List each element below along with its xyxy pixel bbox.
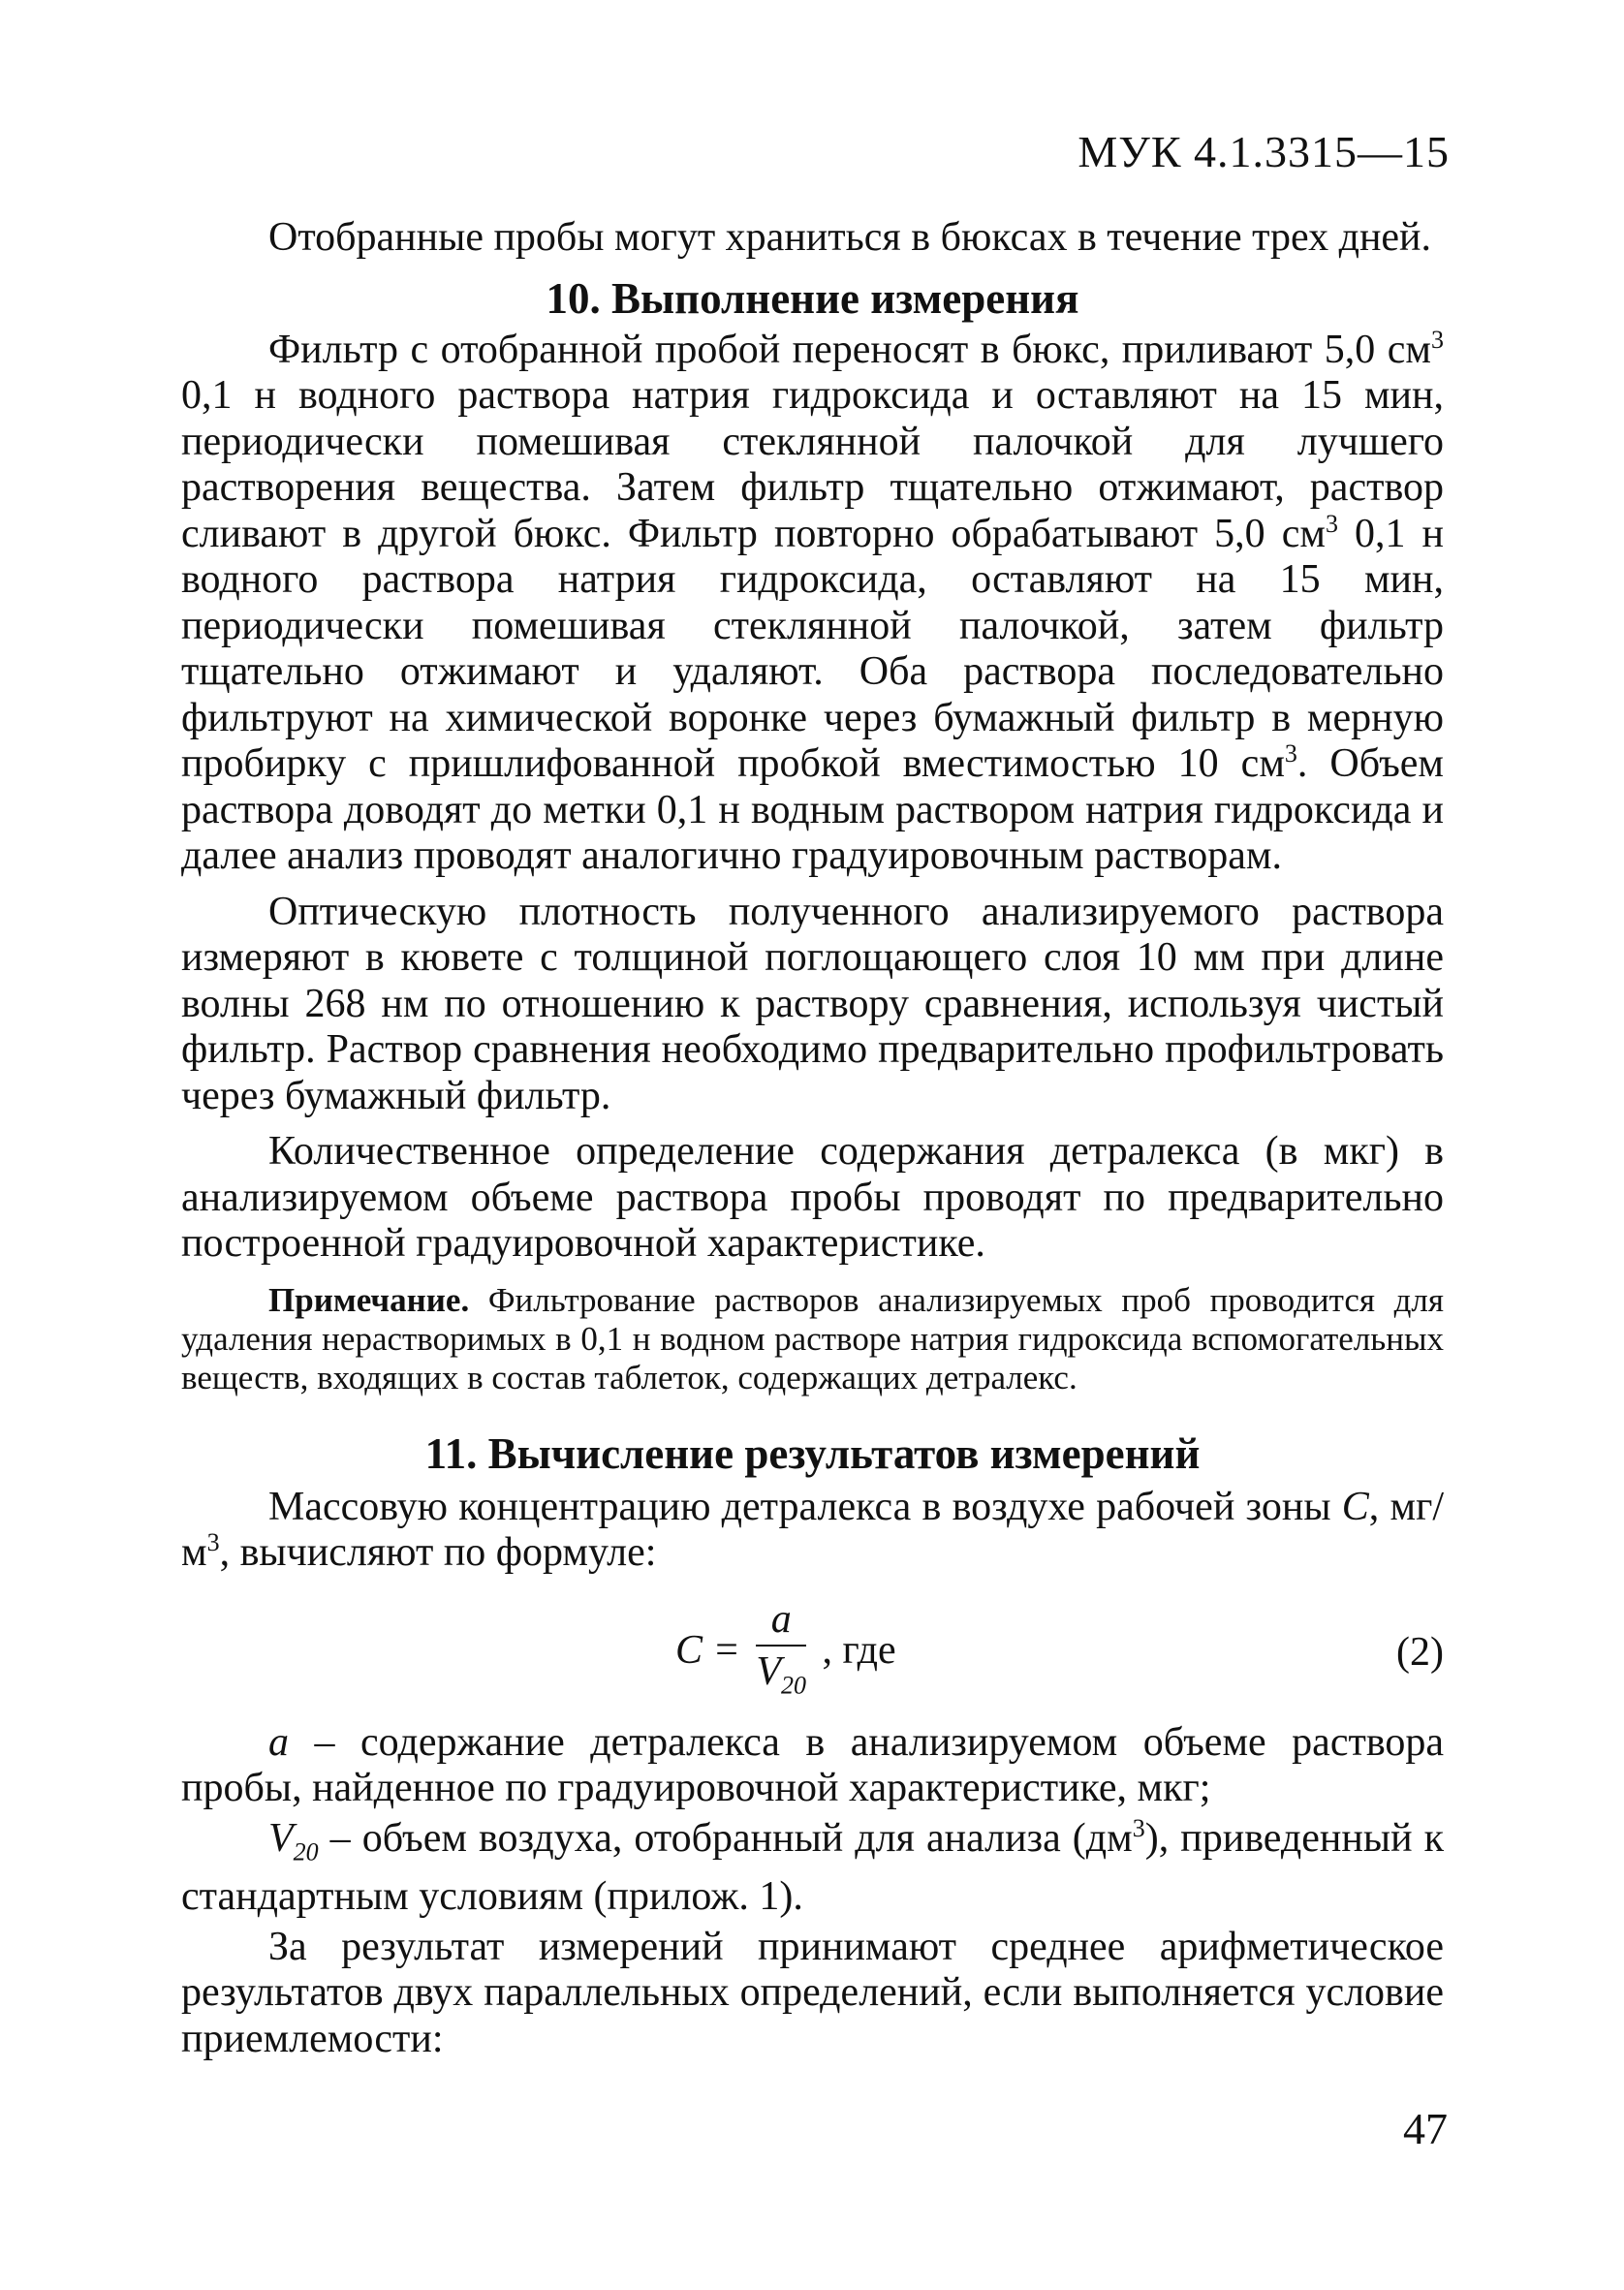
formula-fraction — [756, 1596, 806, 1710]
page-content — [181, 215, 1444, 2062]
formula-denominator — [756, 1647, 806, 1710]
intro-paragraph: Отобранные пробы могут храниться в бюксах в течение трех дней. — [268, 215, 1432, 260]
definition-v20 — [181, 1813, 1444, 1921]
definition-v-text-a: – объем воздуха, отобранный для анализа (дм — [318, 1815, 1133, 1861]
note-label: Примечание. — [268, 1280, 470, 1319]
definition-v-sup: 3 — [1132, 1813, 1145, 1842]
definition-v-sub: 20 — [293, 1836, 319, 1866]
formula-expression — [675, 1596, 896, 1710]
s10p1-part-c: 0,1 н водного раствора натрия гидроксида, оставляют на 15 мин, периодически помешивая стеклянной палочкой, затем фильтр тщательно отжимают и удаляют. Оба раствора последовательно фильтруют на химической воронке через бумажный фильтр в мерную пробирку с пришлифованной пробкой вместимостью 10 см — [181, 511, 1444, 786]
s11p1-var-c: С — [1341, 1484, 1369, 1529]
section-10-paragraph-3: Количественное определение содержания детралекса (в мкг) в анализируемом объеме раствора пробы проводят по предварительно построенной градуировочной характеристике. — [181, 1129, 1444, 1266]
formula-suffix: , где — [822, 1627, 896, 1673]
section-10-paragraph-2: Оптическую плотность полученного анализируемого раствора измеряют в кювете с толщиной поглощающего слоя 10 мм при длине волны 268 нм по отношению к раствору сравнения, используя чистый фильтр. Раствор сравнения необходимо предварительно профильтровать через бумажный фильтр. — [181, 889, 1444, 1118]
s10p1-sup-3: 3 — [1284, 739, 1297, 768]
formula-lhs: С = — [675, 1627, 740, 1673]
document-code-header: МУК 4.1.3315—15 — [1077, 127, 1450, 176]
definition-a-text: – содержание детралекса в анализируемом объеме раствора пробы, найденное по градуировочной характеристике, мкг; — [181, 1719, 1444, 1810]
formula-denominator-var: V — [756, 1648, 782, 1694]
formula-2 — [181, 1590, 1444, 1714]
s10p1-part-d: . Объем раствора доводят до метки 0,1 н водным раствором натрия гидроксида и далее анализ проводят аналогично градуировочным растворам. — [181, 741, 1445, 878]
definition-v-var: V — [268, 1815, 294, 1861]
s11p1-part-a: Массовую концентрацию детралекса в воздухе рабочей зоны — [268, 1484, 1342, 1529]
s10p1-sup-1: 3 — [1431, 325, 1444, 354]
formula-numerator: a — [756, 1596, 806, 1647]
s11p1-sup: 3 — [206, 1528, 220, 1556]
s10p1-sup-2: 3 — [1325, 509, 1338, 538]
page-number: 47 — [1403, 2104, 1448, 2153]
s10p1-part-b: 0,1 н водного раствора натрия гидроксида и оставляют на 15 мин, периодически помешивая стеклянной палочкой для лучшего растворения вещества. Затем фильтр тщательно отжимают, раствор сливают в другой бюкс. Фильтр повторно обрабатывают 5,0 см — [181, 373, 1444, 556]
s10p1-part-a: Фильтр с отобранной пробой переносят в бюкс, приливают 5,0 см — [268, 327, 1431, 372]
section-10-heading: 10. Выполнение измерения — [546, 273, 1079, 323]
definition-a — [181, 1720, 1444, 1812]
s11p1-part-b: , мг/м — [181, 1484, 1444, 1575]
section-10-paragraph-1 — [181, 325, 1445, 880]
section-11-last-paragraph: За результат измерений принимают среднее арифметическое результатов двух параллельных определений, если выполняется условие приемлемости: — [181, 1924, 1444, 2061]
note-text: Фильтрование растворов анализируемых проб проводится для удаления нерастворимых в 0,1 н водном растворе натрия гидроксида вспомогательных веществ, входящих в состав таблеток, содержащих детралекс. — [181, 1280, 1444, 1396]
definition-v-text-b: ), приведенный к стандартным условиям (прилож. 1). — [181, 1815, 1444, 1920]
definition-a-var: a — [268, 1719, 289, 1765]
section-11-paragraph-1 — [181, 1485, 1444, 1577]
s11p1-part-c: , вычисляют по формуле: — [219, 1530, 657, 1575]
formula-denominator-sub: 20 — [781, 1670, 807, 1699]
note-paragraph — [181, 1281, 1444, 1397]
section-11-heading: 11. Вычисление результатов измерений — [424, 1428, 1201, 1478]
formula-number: (2) — [1396, 1629, 1444, 1675]
